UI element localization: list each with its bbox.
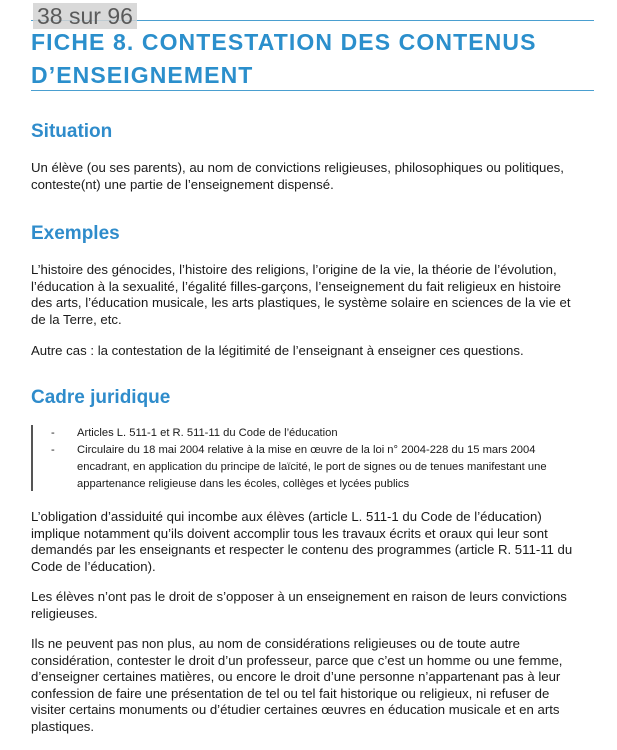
- text-line: visiter certains monuments ou d’étudier certaines œuvres en éducation musicale et en arts: [31, 702, 560, 717]
- cadre-paragraph-2: [31, 589, 591, 622]
- text-line: Circulaire du 18 mai 2004 relative à la mise en œuvre de la loi n° 2004-228 du 15 mars 2004: [77, 444, 536, 456]
- text-line: L’obligation d’assiduité qui incombe aux élèves (article L. 511-1 du Code de l’éducation): [31, 509, 542, 524]
- heading-cadre-juridique: Cadre juridique: [31, 387, 171, 408]
- text-line: confession de faire une présentation de tel ou tel fait historique ou religieux, ni refuser de: [31, 685, 550, 701]
- situation-paragraph: [31, 160, 591, 193]
- cadre-paragraph-3: [31, 636, 591, 735]
- document-title: [31, 26, 611, 92]
- text-line: religieuses.: [31, 605, 98, 621]
- text-line: appartenance religieuse dans les écoles, collèges et lycées publics: [77, 478, 410, 490]
- title-line-2: D’ENSEIGNEMENT: [31, 62, 254, 88]
- text-line: Ils ne peuvent pas non plus, au nom de considérations religieuses ou de toute autre: [31, 636, 520, 651]
- exemples-paragraph-1: [31, 262, 591, 328]
- text-line: conteste(nt) une partie de l’enseignement dispensé.: [31, 176, 334, 192]
- text-line: plastiques.: [31, 718, 95, 734]
- text-line: Code de l’éducation).: [31, 558, 156, 574]
- title-line-1: FICHE 8. CONTESTATION DES CONTENUS: [31, 29, 537, 55]
- text-line: Un élève (ou ses parents), au nom de convictions religieuses, philosophiques ou politiques,: [31, 160, 564, 175]
- text-line: implique notamment qu’ils doivent accomplir tous les travaux écrits et oraux qui leur sont: [31, 525, 548, 541]
- cadre-paragraph-1: [31, 509, 591, 575]
- exemples-paragraph-2: Autre cas : la contestation de la légitimité de l’enseignant à enseigner ces questions.: [31, 343, 524, 358]
- text-line: demandés par les enseignants et respecter le contenu des programmes (article R. 511-11 du: [31, 542, 573, 557]
- text-line: encadrant, en application du principe de laïcité, le port de signes ou de tenues manifestant une: [77, 461, 547, 473]
- heading-exemples: Exemples: [31, 223, 120, 244]
- text-line: L’histoire des génocides, l’histoire des religions, l’origine de la vie, la théorie de l’évolution,: [31, 262, 557, 277]
- text-line: d’enseigner certaines matières, ou encore le droit d’une personne n’appartenant pas à leur: [31, 669, 561, 684]
- text-line: considération, contester le droit d’un professeur, parce que c’est un homme ou une femme,: [31, 652, 563, 668]
- text-line: Articles L. 511-1 et R. 511-11 du Code de l’éducation: [77, 427, 338, 439]
- list-item: [51, 442, 591, 493]
- text-line: Les élèves n’ont pas le droit de s’opposer à un enseignement en raison de leurs convictions: [31, 589, 567, 604]
- text-line: l’éducation à la sexualité, l’égalité filles-garçons, l’enseignement du fait religieux en histoire: [31, 278, 561, 294]
- legal-references-list: [51, 425, 591, 493]
- text-line: des arts, l’éducation musicale, les arts plastiques, le système solaire en sciences de la vie et: [31, 295, 571, 310]
- heading-situation: Situation: [31, 121, 113, 142]
- bullet-dash: -: [51, 444, 55, 456]
- legal-references-box: [31, 425, 595, 491]
- bullet-dash: -: [51, 427, 55, 439]
- list-item: [51, 425, 591, 442]
- text-line: de la Terre, etc.: [31, 311, 122, 327]
- title-rule-bottom: [31, 90, 594, 91]
- page-counter-badge: 38 sur 96: [33, 3, 137, 29]
